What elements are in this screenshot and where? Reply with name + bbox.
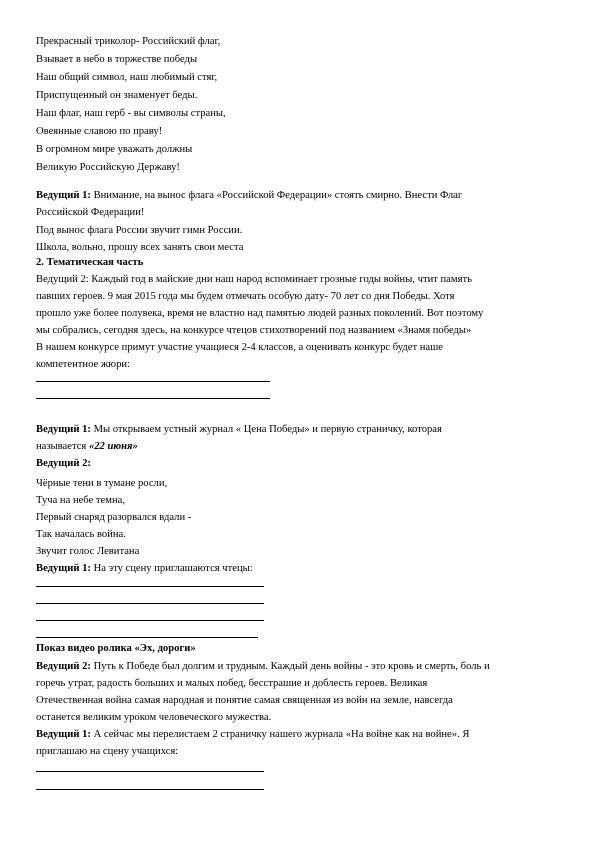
blank-line — [36, 789, 264, 790]
readers-line — [36, 562, 253, 575]
poem1-line-7: В огромном мире уважать должны — [36, 144, 193, 155]
speaker-label: Ведущий 2: — [36, 661, 91, 672]
intro-paragraph-line-1 — [36, 273, 472, 286]
path-paragraph-line-1 — [36, 660, 490, 673]
journal-paragraph-line-2 — [36, 440, 138, 453]
blank-line — [36, 637, 258, 638]
flag-paragraph-line-4: Школа, вольно, прошу всех занять свои места — [36, 242, 244, 253]
poem1-line-4: Приспущенный он знаменует беды. — [36, 90, 198, 101]
page2-paragraph-line-2: приглашаю на сцену учащихся: — [36, 746, 179, 757]
blank-line — [36, 381, 270, 382]
flag-paragraph-line-2: Российской Федерации! — [36, 207, 145, 218]
blank-line — [36, 603, 264, 604]
path-text: Путь к Победе был долгим и трудным. Каждый день войны - это кровь и смерть, боль и — [90, 661, 490, 672]
blank-line — [36, 398, 270, 399]
poem1-line-5: Наш флаг, наш герб - вы символы страны, — [36, 108, 226, 119]
intro-text: Каждый год в майские дни наш народ вспоминает грозные годы войны, чтит память — [88, 274, 472, 285]
journal-page-title: «22 июня» — [88, 441, 138, 452]
poem1-line-6: Овеянные славою по праву! — [36, 126, 163, 137]
poem2-line-1: Чёрные тени в тумане росли, — [36, 478, 168, 489]
intro-paragraph-line-4: мы собрались, сегодня здесь, на конкурсе чтецов стихотворений под названием «Знамя победы» — [36, 325, 472, 336]
poem1-line-1: Прекрасный триколор- Российский флаг, — [36, 36, 221, 47]
poem2-line-4: Так началась война. — [36, 529, 126, 540]
speaker-label: Ведущий 1: — [36, 729, 91, 740]
path-paragraph-line-4: останется великим уроком человеческого мужества. — [36, 712, 272, 723]
speaker-label: Ведущий 1: — [36, 190, 91, 201]
poem2-line-2: Туча на небе темна, — [36, 495, 125, 506]
page2-text: А сейчас мы перелистаем 2 страничку нашего журнала «На войне как на войне». Я — [90, 729, 470, 740]
poem1-line-3: Наш общий символ, наш любимый стяг, — [36, 72, 218, 83]
blank-line — [36, 620, 264, 621]
path-paragraph-line-2: горечь утрат, радость больших и малых побед, бесстрашие и доблесть героев. Великая — [36, 678, 428, 689]
speaker-label: Ведущий 1: — [36, 424, 91, 435]
speaker-label: Ведущий 2: — [36, 458, 91, 469]
intro-paragraph-line-6: компетентное жюри: — [36, 359, 130, 370]
section-heading: 2. Тематическая часть — [36, 257, 144, 268]
poem2-line-5: Звучит голос Левитана — [36, 546, 140, 557]
poem1-line-2: Взывает в небо в торжестве победы — [36, 54, 198, 65]
poem2-line-3: Первый снаряд разорвался вдали - — [36, 512, 192, 523]
flag-paragraph-line-3: Под вынос флага России звучит гимн России. — [36, 225, 243, 236]
blank-line — [36, 771, 264, 772]
path-paragraph-line-3: Отечественная война самая народная и понятие самая священная из войн на земле, навсегда — [36, 695, 453, 706]
readers-text: На эту сцену приглашаются чтецы: — [90, 563, 253, 574]
flag-text: Внимание, на вынос флага «Российской Федерации» стоять смирно. Внести Флаг — [90, 190, 463, 201]
journal-text: называется — [36, 441, 89, 452]
video-heading: Показ видео ролика «Эх, дороги» — [36, 643, 196, 654]
speaker-label: Ведущий 2: — [36, 274, 89, 285]
intro-paragraph-line-5: В нашем конкурсе примут участие учащиеся 2-4 классов, а оценивать конкурс будет наше — [36, 342, 443, 353]
flag-paragraph-line-1 — [36, 189, 462, 202]
speaker-label: Ведущий 1: — [36, 563, 91, 574]
page2-paragraph-line-1 — [36, 728, 469, 741]
intro-paragraph-line-2: павших героев. 9 мая 2015 года мы будем отмечать особую дату- 70 лет со дня Победы. Хотя — [36, 291, 455, 302]
blank-line — [36, 586, 264, 587]
journal-text: Мы открываем устный журнал « Цена Победы» и первую страничку, которая — [90, 424, 442, 435]
journal-paragraph-line-1 — [36, 423, 442, 436]
intro-paragraph-line-3: прошло уже более полувека, время не властно над памятью людей разных поколений. Вот поэтому — [36, 308, 484, 319]
poem1-line-8: Великую Российскую Державу! — [36, 162, 180, 173]
